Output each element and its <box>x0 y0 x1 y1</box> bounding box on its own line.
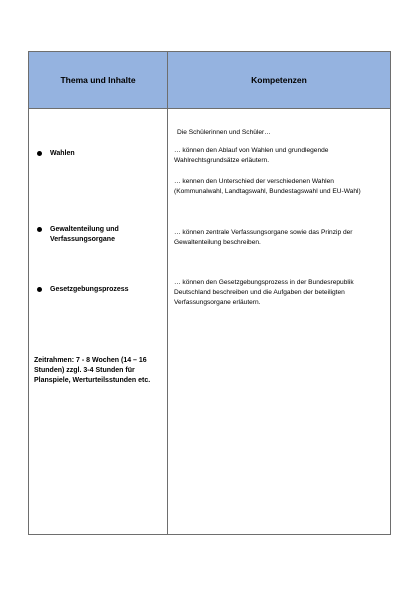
topic-label: Gesetzgebungsprozess <box>50 286 129 293</box>
competency-item: … können zentrale Verfassungsorgane sowie das Prinzip der Gewaltenteilung beschreiben. <box>174 229 353 246</box>
competency-item: … können den Ablauf von Wahlen und grundlegende Wahlrechtsgrundsätze erläutern. <box>174 147 329 164</box>
competency-item: … können den Gesetzgebungsprozess in der Bundesrepublik Deutschland beschreiben und die Aufgaben der beteiligten Verfassungsorgane erläutern. <box>174 279 354 306</box>
competency-item: … kennen den Unterschied der verschiedenen Wahlen (Kommunalwahl, Landtagswahl, Bundestagswahl und EU-Wahl) <box>174 178 361 195</box>
bullet-icon <box>37 227 42 232</box>
topic-item <box>37 149 150 159</box>
header-competencies: Kompetenzen <box>251 75 307 85</box>
table-header <box>29 52 390 109</box>
topic-label: Wahlen <box>50 150 75 157</box>
bullet-icon <box>37 151 42 156</box>
header-topics: Thema und Inhalte <box>60 75 136 85</box>
timeframe-note: Zeitrahmen: 7 - 8 Wochen (14 – 16 Stunden) zzgl. 3-4 Stunden für Planspiele, Werturteilsstunden etc. <box>34 357 151 384</box>
curriculum-table <box>28 51 391 535</box>
topic-item <box>37 285 150 295</box>
column-divider <box>167 52 168 534</box>
topic-label: Gewaltenteilung und Verfassungsorgane <box>50 226 119 243</box>
topic-item <box>37 225 150 245</box>
competency-intro: Die Schülerinnen und Schüler… <box>177 129 271 136</box>
bullet-icon <box>37 287 42 292</box>
